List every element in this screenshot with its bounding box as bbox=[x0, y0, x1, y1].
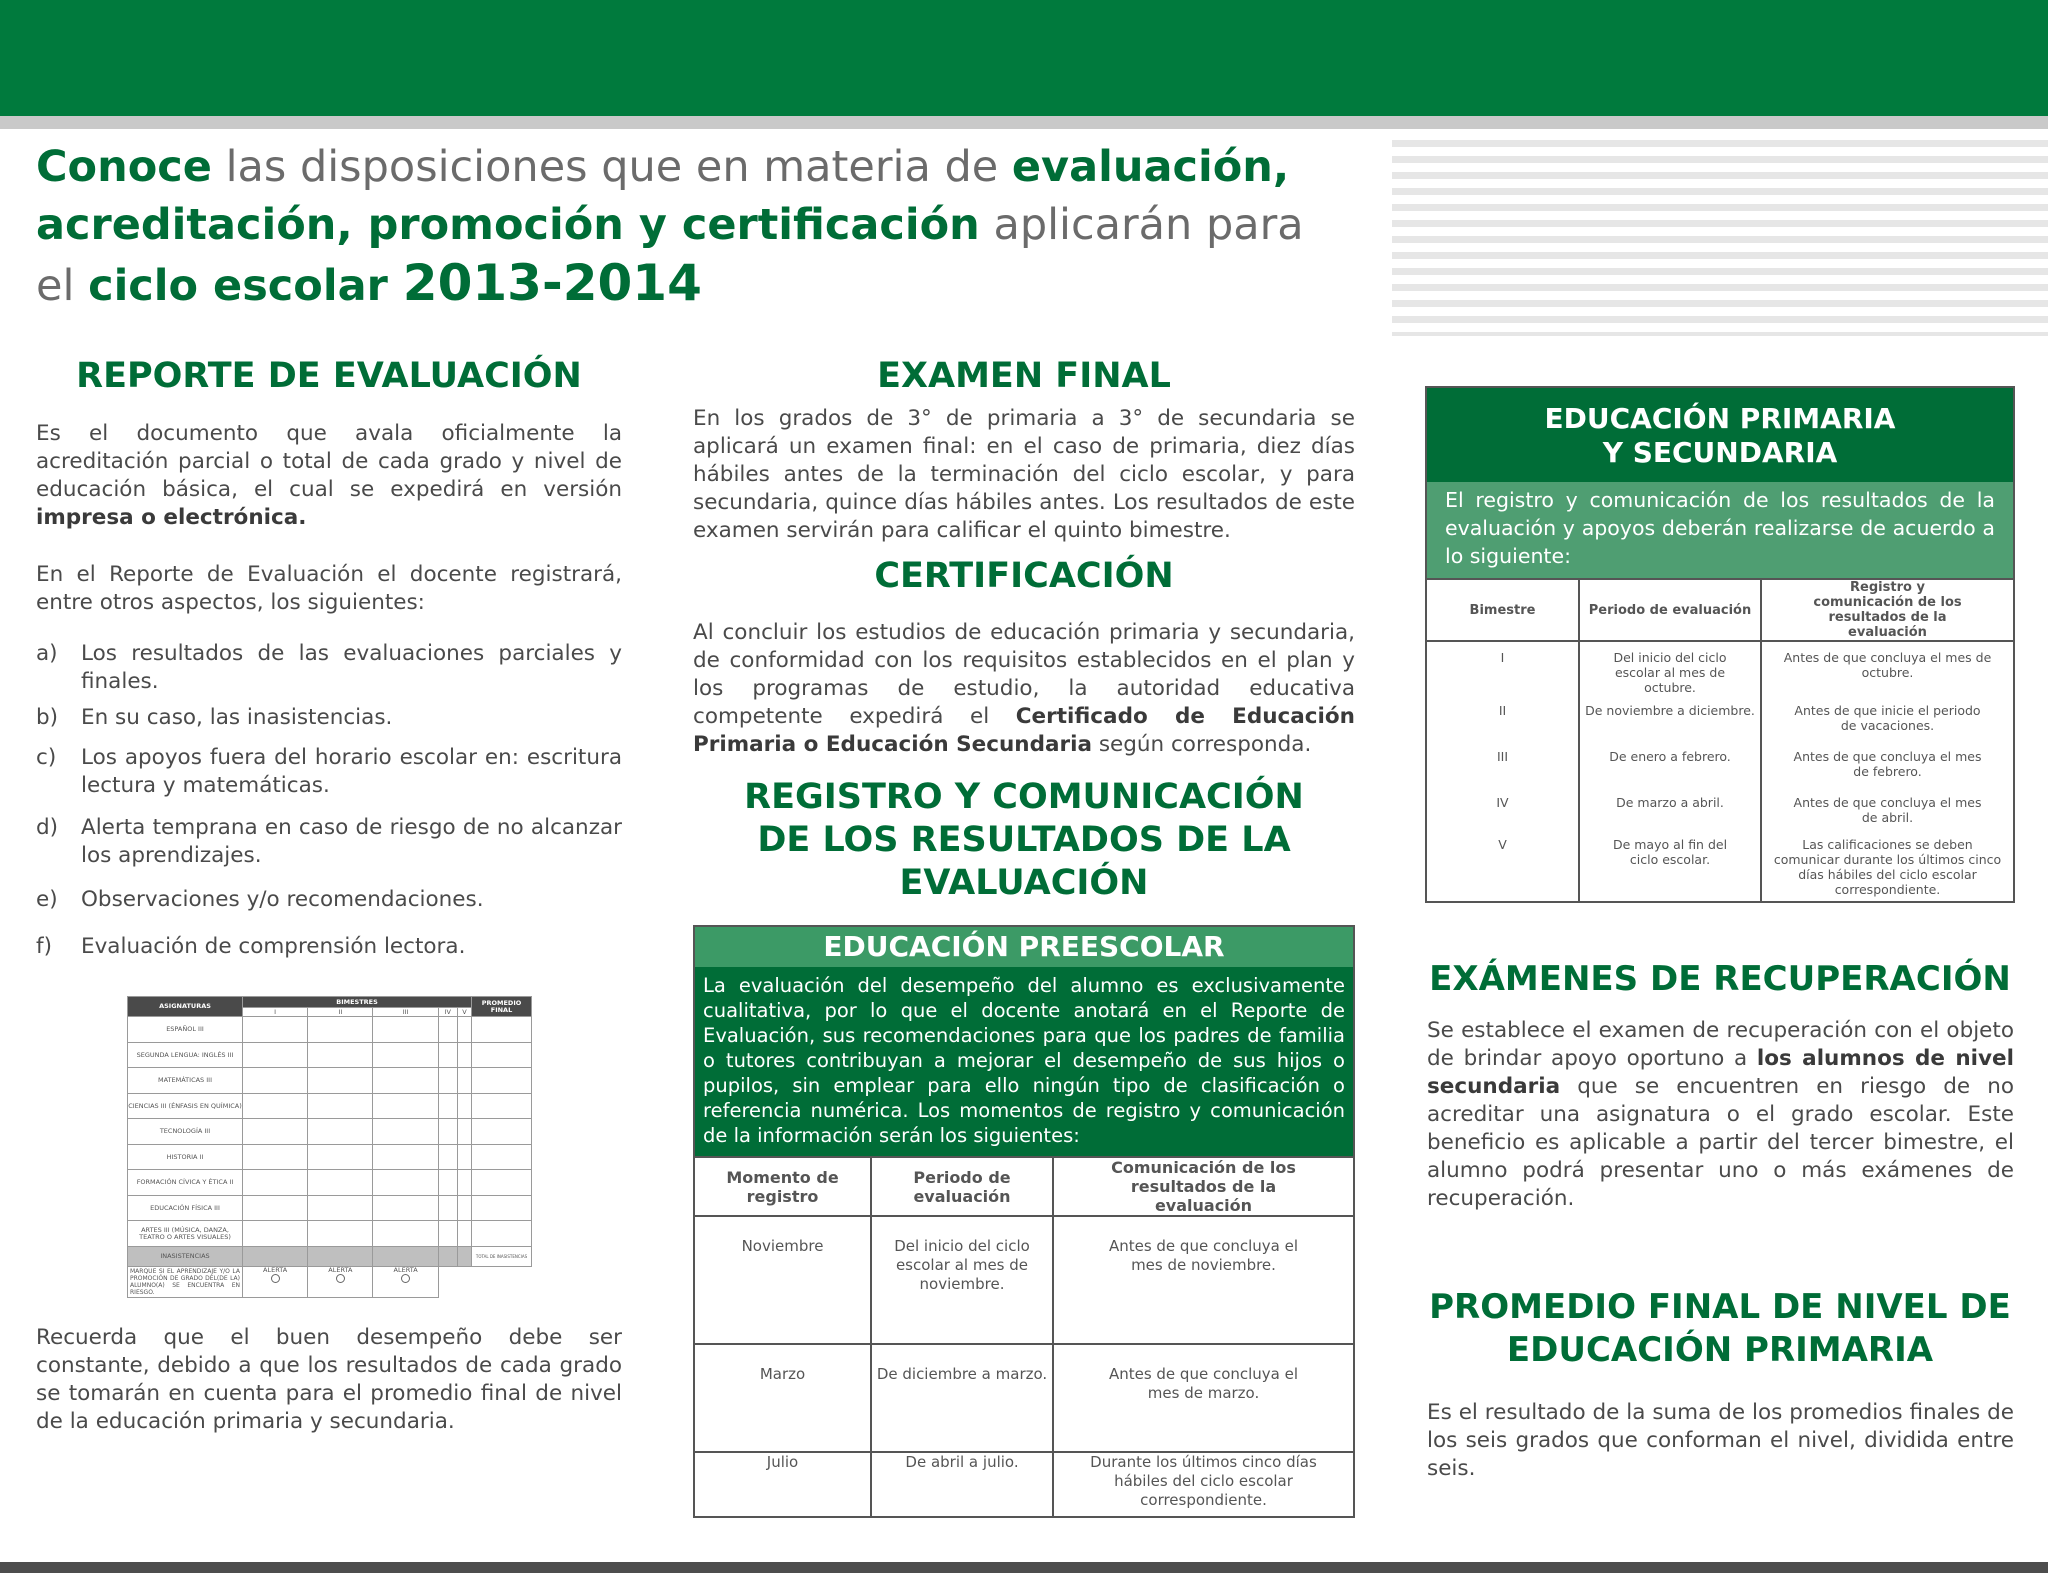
rc-subject: ARTES III (MÚSICA, DANZA, TEATRO O ARTES VISUALES) bbox=[128, 1221, 243, 1247]
reporte-title: REPORTE DE EVALUACIÓN bbox=[76, 356, 582, 396]
headline-text: aplicarán para bbox=[979, 200, 1304, 250]
radio-circle-icon bbox=[401, 1274, 410, 1283]
table-cell: II bbox=[1427, 703, 1579, 749]
report-card-thumbnail bbox=[127, 996, 532, 1298]
table-header: Periodo de evaluación bbox=[1579, 579, 1761, 641]
preescolar-box bbox=[693, 925, 1355, 1518]
certificacion-bold: Certificado de Educación Primaria o Educación Secundaria bbox=[693, 704, 1355, 757]
rc-subject: SEGUNDA LENGUA: INGLÉS III bbox=[128, 1042, 243, 1068]
table-cell: De mayo al fin del ciclo escolar. bbox=[1579, 837, 1761, 901]
preescolar-text: La evaluación del desempeño del alumno es exclusivamente cualitativa, por lo que el docente anotará en el Reporte de Evaluación, sus recomendaciones para que los padres de familia o tutores contribuyan a mejorar el desempeño de sus hijos o pupilos, sin emplear para ello ningún tipo de clasificación o referencia numérica. Los momentos de registro y comunicación de la información serán los siguientes: bbox=[695, 967, 1353, 1156]
primaria-secundaria-text: El registro y comunicación de los resultados de la evaluación y apoyos deberán realizarse de acuerdo a lo siguiente: bbox=[1427, 482, 2013, 578]
table-cell: IV bbox=[1427, 795, 1579, 837]
reporte-list bbox=[36, 640, 622, 961]
promedio-title bbox=[1425, 1286, 2015, 1372]
rc-bim: I bbox=[243, 1008, 308, 1017]
list-marker: d) bbox=[36, 815, 59, 840]
rc-alerta-label: ALERTA bbox=[328, 1266, 353, 1275]
rc-marque: MARQUE SI EL APRENDIZAJE Y/O LA PROMOCIÓN DE GRADO DEL(DE LA) ALUMNO(A) SE ENCUENTRA EN RIESGO. bbox=[128, 1267, 243, 1298]
table-cell: III bbox=[1427, 749, 1579, 795]
examen-final-title: EXAMEN FINAL bbox=[877, 356, 1171, 396]
table-cell: Marzo bbox=[695, 1344, 871, 1452]
table-cell: De diciembre a marzo. bbox=[871, 1344, 1053, 1452]
rc-alerta-cell bbox=[308, 1267, 373, 1298]
list-item-text: Evaluación de comprensión lectora. bbox=[81, 934, 466, 959]
certificacion-text-a: Al concluir los estudios de educación primaria y secundaria, de conformidad con los requisitos establecidos en el plan y los programas de estudio, la autoridad educativa competente expedirá el bbox=[693, 620, 1355, 729]
list-item bbox=[36, 704, 622, 732]
headline-word: ciclo escolar bbox=[88, 261, 403, 311]
list-marker: c) bbox=[36, 745, 57, 770]
rc-promedio: PROMEDIO FINAL bbox=[472, 997, 532, 1017]
table-cell: De abril a julio. bbox=[871, 1452, 1053, 1516]
header-divider bbox=[0, 116, 2048, 129]
primaria-secundaria-table bbox=[1427, 578, 2013, 901]
list-item bbox=[36, 933, 622, 961]
preescolar-title: EDUCACIÓN PREESCOLAR bbox=[695, 927, 1353, 967]
rc-subject: CIENCIAS III (ÉNFASIS EN QUÍMICA) bbox=[128, 1093, 243, 1119]
certificacion-title: CERTIFICACIÓN bbox=[874, 556, 1174, 596]
list-item-text: Los resultados de las evaluaciones parciales y finales. bbox=[81, 641, 622, 694]
list-item bbox=[36, 640, 622, 696]
headline-year: 2013-2014 bbox=[402, 254, 702, 312]
rc-bimestres: BIMESTRES bbox=[243, 997, 472, 1008]
rc-alerta-label: ALERTA bbox=[393, 1266, 418, 1275]
list-marker: a) bbox=[36, 641, 58, 666]
certificacion-text-c: según corresponda. bbox=[1091, 732, 1312, 757]
list-item bbox=[36, 744, 622, 800]
rc-bim: IV bbox=[438, 1008, 457, 1017]
recuperacion-title: EXÁMENES DE RECUPERACIÓN bbox=[1429, 959, 2011, 999]
rc-bim: III bbox=[373, 1008, 438, 1017]
headline-word: evaluación, bbox=[1011, 142, 1290, 192]
recuperacion-bold: los alumnos de nivel secundaria bbox=[1427, 1046, 2014, 1099]
registro-title-line: REGISTRO Y COMUNICACIÓN bbox=[744, 777, 1304, 817]
rc-bim: V bbox=[457, 1008, 471, 1017]
recuperacion-text bbox=[1427, 1017, 2014, 1213]
list-item-text: Alerta temprana en caso de riesgo de no alcanzar los aprendizajes. bbox=[81, 815, 622, 868]
table-cell: Julio bbox=[695, 1452, 871, 1516]
table-cell: Noviembre bbox=[695, 1216, 871, 1344]
rc-alerta-label: ALERTA bbox=[263, 1266, 288, 1275]
rc-inasistencias: INASISTENCIAS bbox=[128, 1246, 243, 1266]
examen-final-text: En los grados de 3° de primaria a 3° de secundaria se aplicará un examen final: en el caso de primaria, diez días hábiles antes de la terminación del ciclo escolar, y para secundaria, quince días hábiles antes. Los resultados de este examen servirán para calificar el quinto bimestre. bbox=[693, 406, 1355, 543]
list-marker: e) bbox=[36, 887, 58, 912]
reporte-paragraph-2: En el Reporte de Evaluación el docente registrará, entre otros aspectos, los siguientes: bbox=[36, 562, 622, 615]
table-cell: Del inicio del ciclo escolar al mes de noviembre. bbox=[871, 1216, 1053, 1344]
rc-asignaturas: ASIGNATURAS bbox=[128, 997, 243, 1017]
reporte-paragraph-3: Recuerda que el buen desempeño debe ser constante, debido a que los resultados de cada grado se tomarán en cuenta para el promedio final de nivel de la educación primaria y secundaria. bbox=[36, 1325, 622, 1434]
table-cell: De marzo a abril. bbox=[1579, 795, 1761, 837]
primaria-secundaria-title bbox=[1427, 388, 2013, 482]
radio-circle-icon bbox=[336, 1274, 345, 1283]
table-cell: Antes de que concluya el mes de abril. bbox=[1761, 795, 2013, 837]
registro-title-line: DE LOS RESULTADOS DE LA bbox=[757, 820, 1291, 860]
table-header: Comunicación de los resultados de la evaluación bbox=[1053, 1157, 1353, 1216]
table-cell: I bbox=[1427, 641, 1579, 703]
reporte-p1-bold: impresa o electrónica. bbox=[36, 505, 307, 530]
list-marker: b) bbox=[36, 705, 59, 730]
promedio-text: Es el resultado de la suma de los promedios finales de los seis grados que conforman el nivel, dividida entre seis. bbox=[1427, 1400, 2014, 1481]
rc-subject: MATEMÁTICAS III bbox=[128, 1068, 243, 1094]
rc-subject: ESPAÑOL III bbox=[128, 1017, 243, 1043]
reporte-p1-text: Es el documento que avala oficialmente la acreditación parcial o total de cada grado y nivel de educación básica, el cual se expedirá en versión bbox=[36, 421, 622, 502]
rc-subject: TECNOLOGÍA III bbox=[128, 1119, 243, 1145]
headline-text: el bbox=[36, 261, 89, 311]
list-item-text: Los apoyos fuera del horario escolar en: escritura lectura y matemáticas. bbox=[81, 745, 622, 798]
headline-word: acreditación, promoción y certificación bbox=[36, 200, 980, 250]
table-cell: Antes de que concluya el mes de marzo. bbox=[1053, 1344, 1353, 1452]
table-header: Registro y comunicación de los resultados de la evaluación bbox=[1761, 579, 2013, 641]
table-header: Periodo de evaluación bbox=[871, 1157, 1053, 1216]
list-item-text: En su caso, las inasistencias. bbox=[81, 705, 393, 730]
footer-bar bbox=[0, 1562, 2048, 1573]
table-header: Bimestre bbox=[1427, 579, 1579, 641]
ps-title-line: EDUCACIÓN PRIMARIA bbox=[1544, 402, 1896, 435]
list-marker: f) bbox=[36, 934, 52, 959]
rc-total-inasistencias: TOTAL DE INASISTENCIAS bbox=[472, 1246, 532, 1266]
rc-subject: HISTORIA II bbox=[128, 1144, 243, 1170]
table-cell: Antes de que concluya el mes de febrero. bbox=[1761, 749, 2013, 795]
list-item bbox=[36, 886, 622, 914]
header-band bbox=[0, 0, 2048, 116]
reporte-paragraph-1 bbox=[36, 420, 622, 532]
rc-subject: FORMACIÓN CÍVICA Y ÉTICA II bbox=[128, 1170, 243, 1196]
rc-alerta-cell bbox=[243, 1267, 308, 1298]
table-cell: Antes de que inicie el periodo de vacaciones. bbox=[1761, 703, 2013, 749]
list-item-text: Observaciones y/o recomendaciones. bbox=[81, 887, 484, 912]
table-cell: Durante los últimos cinco días hábiles del ciclo escolar correspondiente. bbox=[1053, 1452, 1353, 1516]
recuperacion-text-c: que se encuentren en riesgo de no acreditar una asignatura o el grado escolar. Este beneficio es aplicable a partir del tercer bimestre, el alumno podrá presentar uno o más exámenes de recuperación. bbox=[1427, 1074, 2014, 1211]
ps-title-line: Y SECUNDARIA bbox=[1602, 436, 1838, 469]
registro-title bbox=[693, 776, 1355, 905]
table-cell: Antes de que concluya el mes de noviembre. bbox=[1053, 1216, 1353, 1344]
table-cell: Las calificaciones se deben comunicar durante los últimos cinco días hábiles del ciclo escolar correspondiente. bbox=[1761, 837, 2013, 901]
preescolar-table bbox=[695, 1156, 1353, 1516]
page-headline bbox=[36, 138, 1376, 315]
registro-title-line: EVALUACIÓN bbox=[899, 863, 1149, 903]
table-cell: Antes de que concluya el mes de octubre. bbox=[1761, 641, 2013, 703]
table-cell: De enero a febrero. bbox=[1579, 749, 1761, 795]
headline-word: Conoce bbox=[36, 142, 212, 192]
rc-alerta-cell bbox=[373, 1267, 438, 1298]
list-item bbox=[36, 814, 622, 870]
promedio-title-line: EDUCACIÓN PRIMARIA bbox=[1506, 1330, 1934, 1370]
headline-text: las disposiciones que en materia de bbox=[211, 142, 1012, 192]
certificacion-text bbox=[693, 619, 1355, 759]
rc-subject: EDUCACIÓN FÍSICA III bbox=[128, 1195, 243, 1221]
recuperacion-text-a: Se establece el examen de recuperación con el objeto de brindar apoyo oportuno a bbox=[1427, 1018, 2014, 1071]
table-cell: Del inicio del ciclo escolar al mes de octubre. bbox=[1579, 641, 1761, 703]
primaria-secundaria-box bbox=[1425, 386, 2015, 903]
rc-bim: II bbox=[308, 1008, 373, 1017]
promedio-title-line: PROMEDIO FINAL DE NIVEL DE bbox=[1429, 1287, 2011, 1327]
table-cell: De noviembre a diciembre. bbox=[1579, 703, 1761, 749]
radio-circle-icon bbox=[271, 1274, 280, 1283]
decorative-stripes bbox=[1392, 140, 2048, 336]
table-cell: V bbox=[1427, 837, 1579, 901]
table-header: Momento de registro bbox=[695, 1157, 871, 1216]
